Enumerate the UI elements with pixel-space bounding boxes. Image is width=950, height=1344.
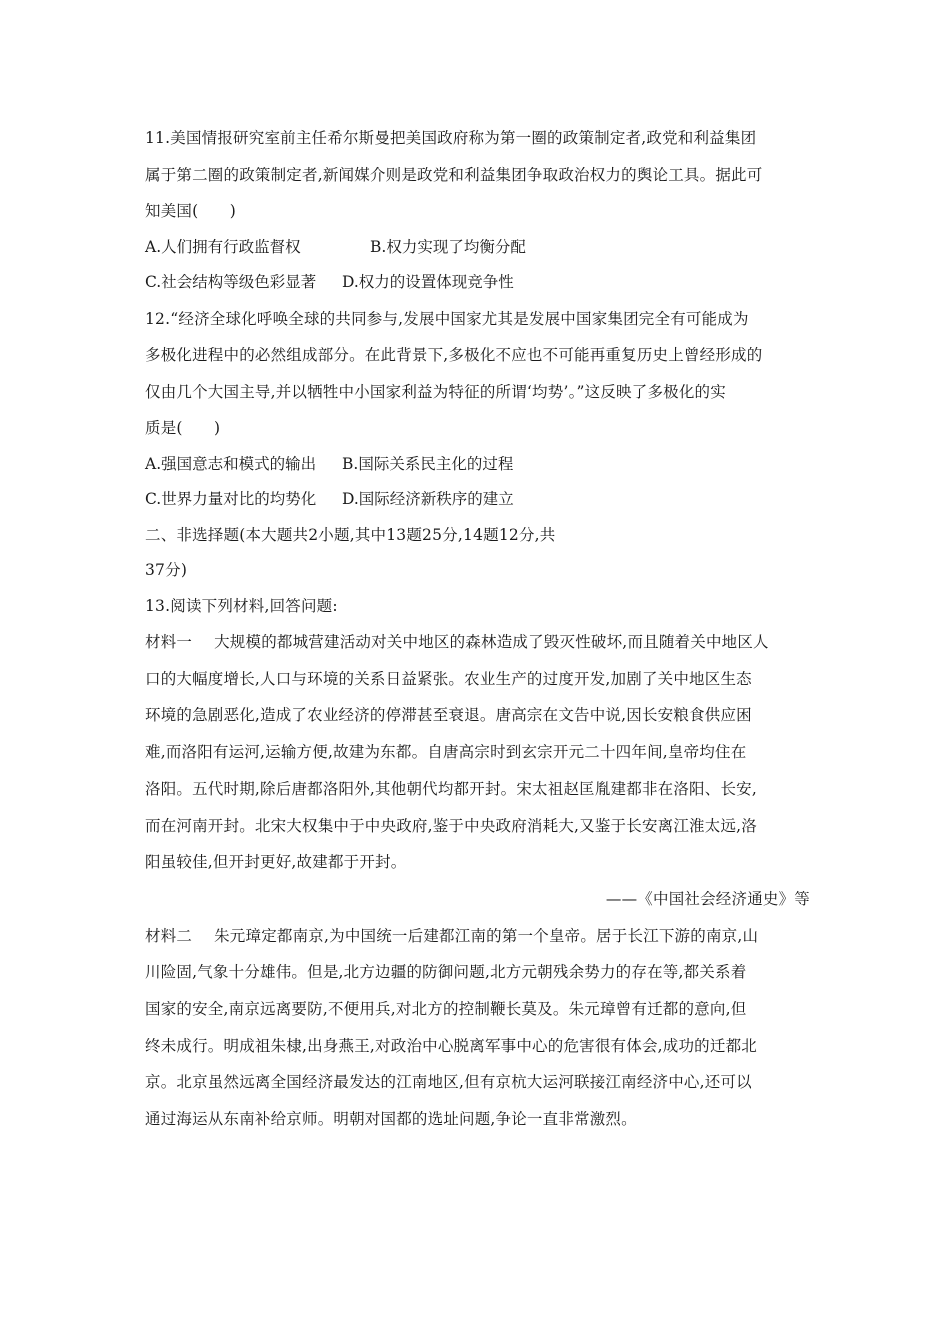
- section-2-heading: [145, 518, 810, 589]
- material-1-source: ——《中国社会经济通史》等: [605, 889, 810, 908]
- question-12-line-1: 12.“经济全球化呼唤全球的共同参与,发展中国家尤其是发展中国家集团完全有可能成为: [145, 309, 749, 328]
- question-11: [145, 120, 810, 301]
- question-12-line-2: 多极化进程中的必然组成部分。在此背景下,多极化不应也不可能再重复历史上曾经形成的: [145, 346, 763, 364]
- question-12-line-3: 仅由几个大国主导,并以牺牲中小国家利益为特征的所谓‘均势’。”这反映了多极化的实: [145, 382, 726, 401]
- material-1-line-5: 洛阳。五代时期,除后唐都洛阳外,其他朝代均都开封。宋太祖赵匡胤建都非在洛阳、长安,: [145, 779, 757, 798]
- material-1: [145, 624, 810, 918]
- document-page: [145, 120, 810, 1138]
- material-2-text-1: 朱元璋定都南京,为中国统一后建都江南的第一个皇帝。居于长江下游的南京,山: [214, 926, 759, 945]
- question-12-option-d[interactable]: D.国际经济新秩序的建立: [342, 490, 514, 508]
- question-12-option-c[interactable]: C.世界力量对比的均势化: [145, 490, 317, 508]
- question-11-line-3: 知美国( ): [145, 202, 236, 220]
- material-1-line-6: 而在河南开封。北宋大权集中于中央政府,鉴于中央政府消耗大,又鉴于长安离江淮太远,洛: [145, 816, 757, 835]
- question-11-option-c[interactable]: C.社会结构等级色彩显著: [145, 273, 317, 291]
- material-2: [145, 918, 810, 1138]
- question-12-option-a[interactable]: A.强国意志和模式的输出: [145, 454, 317, 473]
- section-2-heading-line-1: 二、非选择题(本大题共2小题,其中13题25分,14题12分,共: [145, 525, 556, 544]
- material-2-line-3: 国家的安全,南京远离要防,不便用兵,对北方的控制鞭长莫及。朱元璋曾有迁都的意向,但: [145, 1000, 747, 1019]
- material-1-text-1: 大规模的都城营建活动对关中地区的森林造成了毁灭性破坏,而且随着关中地区人: [214, 633, 769, 651]
- question-12-line-4: 质是( ): [145, 419, 221, 437]
- question-12: [145, 301, 810, 518]
- question-12-option-b[interactable]: B.国际关系民主化的过程: [342, 454, 514, 473]
- material-1-line-1: [145, 624, 810, 661]
- question-11-option-a[interactable]: A.人们拥有行政监督权: [145, 237, 301, 256]
- question-11-option-b[interactable]: B.权力实现了均衡分配: [370, 237, 526, 256]
- material-2-label: 材料二: [145, 926, 193, 945]
- question-11-options-row-2: [145, 265, 810, 301]
- question-13: [145, 589, 810, 1138]
- material-1-line-3: 环境的急剧恶化,造成了农业经济的停滞甚至衰退。唐高宗在文告中说,因长安粮食供应困: [145, 706, 752, 725]
- material-1-line-7: 阳虽较佳,但开封更好,故建都于开封。: [145, 853, 407, 872]
- material-2-line-4: 终未成行。明成祖朱棣,出身燕王,对政治中心脱离军事中心的危害很有体会,成功的迁都北: [145, 1036, 757, 1055]
- material-1-label: 材料一: [145, 633, 193, 651]
- question-13-prompt: 13.阅读下列材料,回答问题:: [145, 596, 338, 615]
- material-1-line-4: 难,而洛阳有运河,运输方便,故建为东都。自唐高宗时到玄宗开元二十四年间,皇帝均住在: [145, 743, 747, 762]
- section-2-heading-line-2: 37分): [145, 561, 188, 579]
- question-11-options-row-1: [145, 230, 810, 266]
- question-11-line-2: 属于第二圈的政策制定者,新闻媒介则是政党和利益集团争取政治权力的舆论工具。据此可: [145, 165, 763, 184]
- question-12-options-row-1: [145, 447, 810, 483]
- material-2-line-5: 京。北京虽然远离全国经济最发达的江南地区,但有京杭大运河联接江南经济中心,还可以: [145, 1073, 752, 1092]
- question-11-option-d[interactable]: D.权力的设置体现竞争性: [342, 273, 514, 291]
- material-1-line-2: 口的大幅度增长,人口与环境的关系日益紧张。农业生产的过度开发,加剧了关中地区生态: [145, 669, 752, 688]
- material-2-line-2: 川险固,气象十分雄伟。但是,北方边疆的防御问题,北方元朝残余势力的存在等,都关系着: [145, 963, 747, 982]
- material-2-line-1: [145, 918, 810, 955]
- material-2-line-6: 通过海运从东南补给京师。明朝对国都的选址问题,争论一直非常激烈。: [145, 1110, 637, 1129]
- question-12-options-row-2: [145, 482, 810, 518]
- question-11-line-1: 11.美国情报研究室前主任希尔斯曼把美国政府称为第一圈的政策制定者,政党和利益集团: [145, 129, 757, 147]
